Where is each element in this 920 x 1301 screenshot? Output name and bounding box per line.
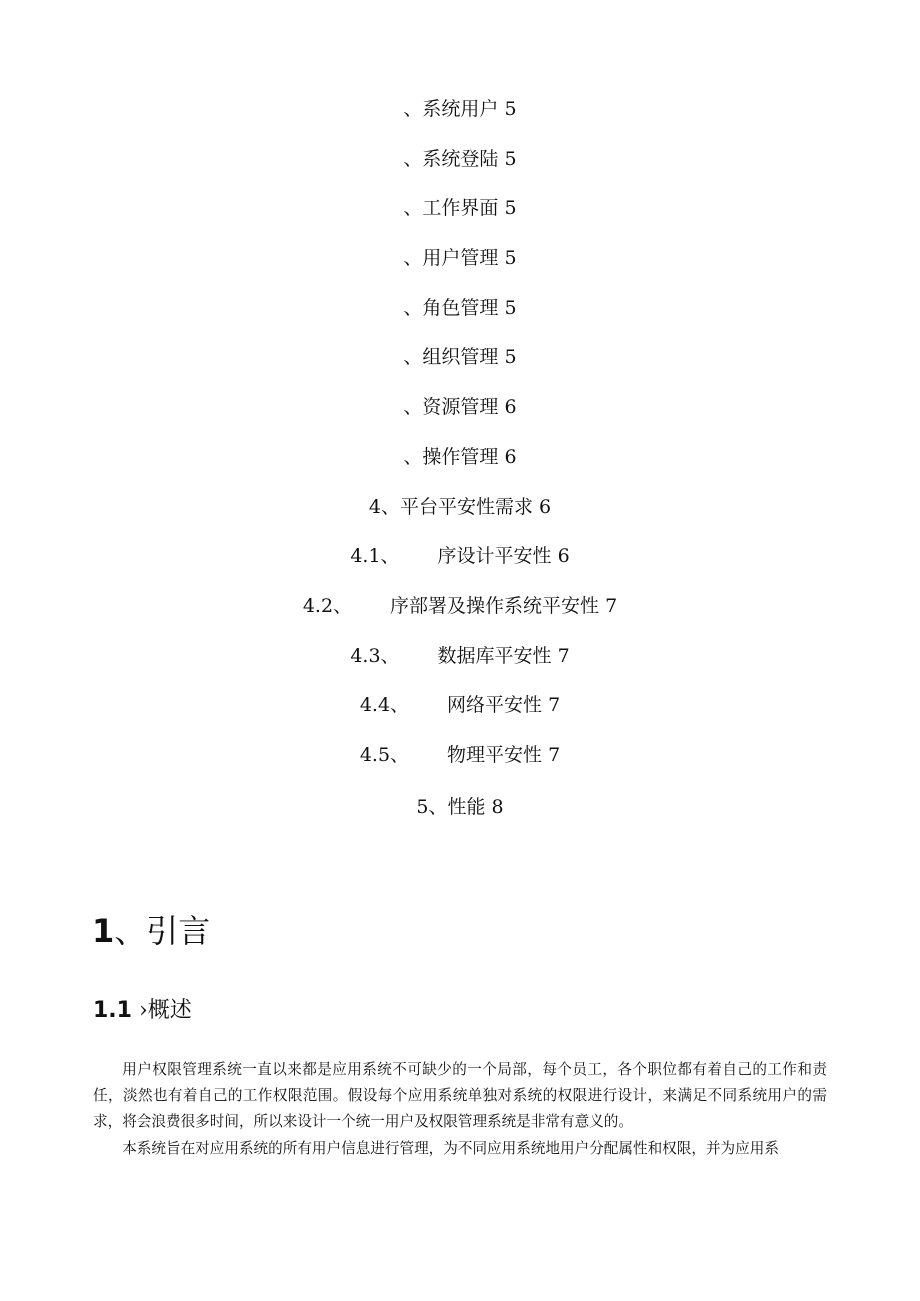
toc-entry-title: 序设计平安性 xyxy=(437,545,552,568)
paragraph: 本系统旨在对应用系统的所有用户信息进行管理，为不同应用系统地用户分配属性和权限，并为应用系 xyxy=(122,1139,779,1157)
toc-entry-number: 4.5、 xyxy=(359,743,410,766)
toc-entry-page: 5 xyxy=(504,247,517,270)
toc-entry[interactable] xyxy=(0,590,920,640)
toc-entry-number: 4.4、 xyxy=(359,694,410,717)
heading-2-title: ›概述 xyxy=(138,998,192,1023)
toc-entry-title: 物理平安性 xyxy=(447,743,543,766)
toc-entry-page: 5 xyxy=(504,197,517,220)
toc-entry[interactable] xyxy=(0,341,920,391)
toc-entry-page: 7 xyxy=(548,743,561,766)
toc-entry-title: 、资源管理 xyxy=(403,396,499,419)
toc-entry-title: 数据库平安性 xyxy=(437,644,552,667)
toc-entry-number: 4 xyxy=(368,495,381,518)
toc-entry[interactable] xyxy=(0,292,920,342)
toc-entry-page: 5 xyxy=(504,98,517,120)
toc-entry-page: 6 xyxy=(539,495,552,518)
toc-entry-page: 6 xyxy=(557,545,570,568)
toc-entry-page: 7 xyxy=(605,594,618,617)
toc-entry[interactable] xyxy=(0,441,920,491)
toc-entry-title: 序部署及操作系统平安性 xyxy=(390,594,600,617)
toc-entry[interactable] xyxy=(0,739,920,789)
toc-entry-title: 、性能 xyxy=(428,795,486,818)
toc-entry-title: 网络平安性 xyxy=(447,694,543,717)
toc-entry[interactable] xyxy=(0,391,920,441)
toc-entry-page: 5 xyxy=(504,346,517,369)
toc-entry-page: 7 xyxy=(557,644,570,667)
toc-entry-number: 5 xyxy=(416,795,429,818)
toc-entry-title: 、工作界面 xyxy=(403,197,499,220)
toc-entry[interactable] xyxy=(0,143,920,193)
heading-2-number: 1.1 xyxy=(93,998,132,1023)
toc-entry-title: 、用户管理 xyxy=(403,247,499,270)
toc-entry[interactable] xyxy=(0,491,920,541)
toc-entry-title: 、平台平安性需求 xyxy=(380,495,533,518)
toc-entry-page: 6 xyxy=(504,396,517,419)
toc-entry[interactable] xyxy=(0,640,920,690)
toc-entry-number: 4.2、 xyxy=(302,594,353,617)
toc-entry-page: 7 xyxy=(548,694,561,717)
toc-entry-number: 4.1、 xyxy=(350,545,400,568)
toc-entry-page: 5 xyxy=(504,147,517,170)
toc-entry-title: 、组织管理 xyxy=(403,346,499,369)
toc-entry-page: 5 xyxy=(504,296,517,319)
toc-entry[interactable] xyxy=(0,689,920,739)
paragraph: 用户权限管理系统一直以来都是应用系统不可缺少的一个局部，每个员工，各个职位都有着自己的工作和责任，淡然也有着自己的工作权限范围。假设每个应用系统单独对系统的权限进行设计，来满足不同系统用户的需求，将会浪费很多时间，所以来设计一个统一用户及权限管理系统是非常有意义的。 xyxy=(93,1061,827,1131)
toc-entry[interactable] xyxy=(0,242,920,292)
toc-entry[interactable] xyxy=(0,93,920,143)
heading-1-title: 、引言 xyxy=(114,912,211,950)
toc-entry-page: 6 xyxy=(504,445,517,468)
toc-entry-page: 8 xyxy=(491,795,504,818)
heading-1 xyxy=(92,906,210,956)
toc-entry-number: 4.3、 xyxy=(350,644,400,667)
toc-entry[interactable] xyxy=(0,789,920,841)
table-of-contents xyxy=(0,93,920,840)
body-text xyxy=(93,1057,827,1162)
toc-entry-title: 、系统用户 xyxy=(403,98,499,120)
toc-entry[interactable] xyxy=(0,540,920,590)
heading-1-number: 1 xyxy=(92,912,115,950)
toc-entry-title: 、角色管理 xyxy=(403,296,499,319)
toc-entry-title: 、操作管理 xyxy=(403,445,499,468)
toc-entry-title: 、系统登陆 xyxy=(403,147,499,170)
heading-2 xyxy=(93,994,192,1028)
toc-entry[interactable] xyxy=(0,192,920,242)
